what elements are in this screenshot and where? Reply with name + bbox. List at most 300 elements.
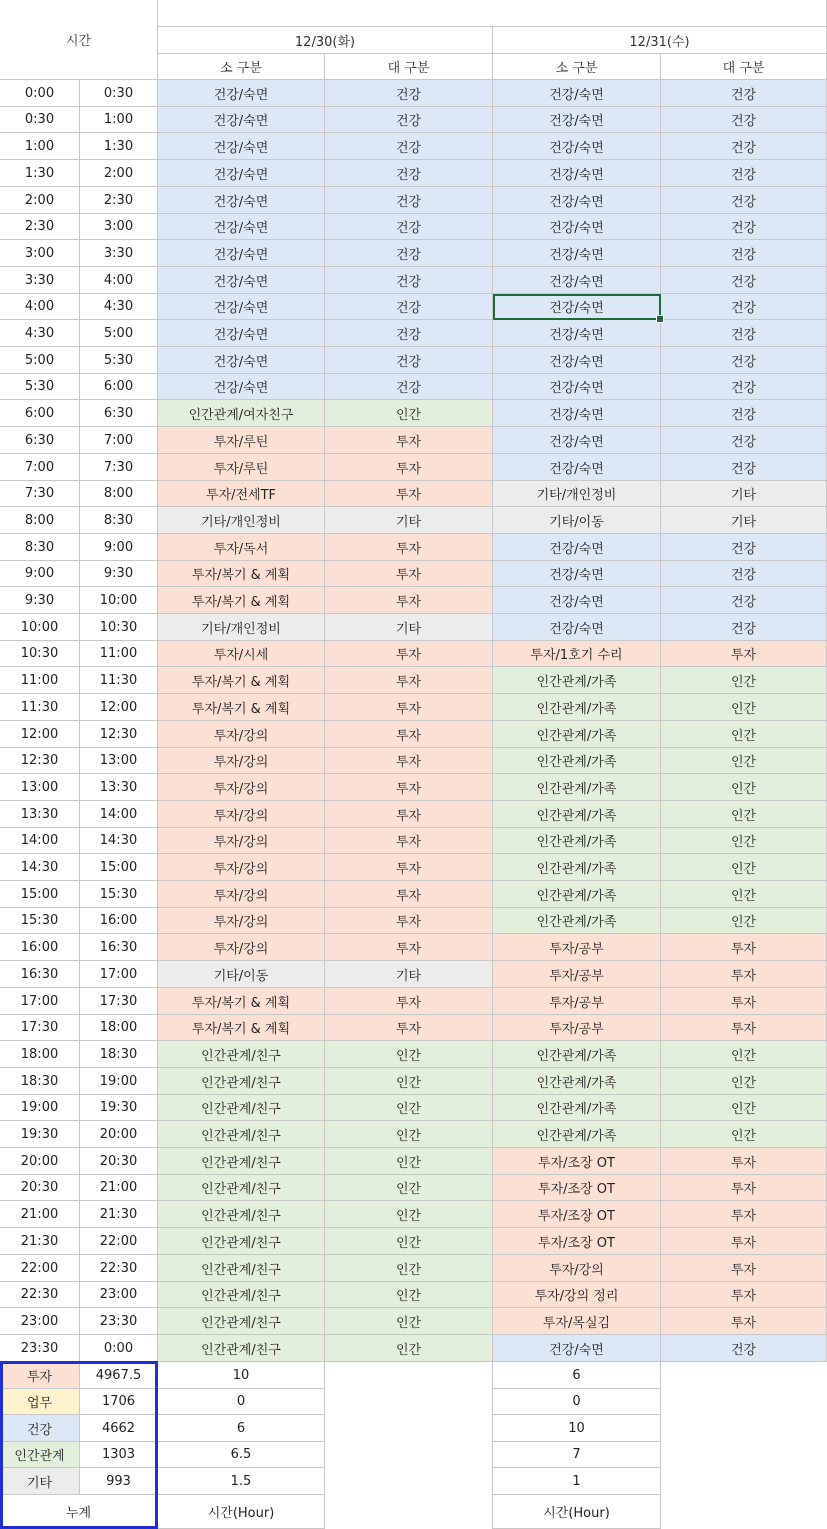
day2-small-cell[interactable]: 건강/숙면	[493, 133, 661, 160]
day1-small-cell[interactable]: 인간관계/친구	[158, 1308, 325, 1335]
day2-big-cell[interactable]: 투자	[661, 1175, 827, 1201]
day2-big-cell[interactable]: 인간	[661, 721, 827, 748]
day1-big-cell[interactable]: 투자	[325, 908, 493, 934]
day2-small-cell[interactable]: 인간관계/가족	[493, 854, 661, 881]
time-end-cell[interactable]: 9:00	[80, 534, 158, 561]
time-end-cell[interactable]: 22:00	[80, 1228, 158, 1255]
time-end-cell[interactable]: 20:30	[80, 1148, 158, 1175]
time-start-cell[interactable]: 10:00	[0, 614, 80, 641]
time-start-cell[interactable]: 5:30	[0, 374, 80, 400]
day2-small-cell[interactable]: 건강/숙면	[493, 454, 661, 481]
summary-total-value[interactable]: 1303	[80, 1442, 158, 1468]
day1-small-cell[interactable]: 건강/숙면	[158, 374, 325, 400]
time-start-cell[interactable]: 11:00	[0, 667, 80, 694]
summary-day2-value[interactable]: 7	[493, 1442, 661, 1468]
time-start-cell[interactable]: 15:30	[0, 908, 80, 934]
day1-big-cell[interactable]: 투자	[325, 934, 493, 961]
day1-small-cell[interactable]: 건강/숙면	[158, 214, 325, 240]
time-start-cell[interactable]: 8:30	[0, 534, 80, 561]
time-end-cell[interactable]: 16:00	[80, 908, 158, 934]
time-end-cell[interactable]: 13:30	[80, 774, 158, 801]
day1-big-cell[interactable]: 인간	[325, 1121, 493, 1148]
time-start-cell[interactable]: 8:00	[0, 507, 80, 534]
date-header-1[interactable]: 12/30(화)	[158, 27, 493, 54]
day2-big-cell[interactable]: 건강	[661, 400, 827, 427]
time-end-cell[interactable]: 14:00	[80, 801, 158, 828]
day1-small-cell[interactable]: 투자/강의	[158, 774, 325, 801]
time-end-cell[interactable]: 8:00	[80, 481, 158, 507]
day2-small-cell[interactable]: 인간관계/가족	[493, 774, 661, 801]
day1-big-cell[interactable]: 투자	[325, 774, 493, 801]
day2-small-cell[interactable]: 건강/숙면	[493, 160, 661, 187]
day1-small-cell[interactable]: 인간관계/친구	[158, 1121, 325, 1148]
day2-small-cell[interactable]: 투자/공부	[493, 1015, 661, 1041]
day2-small-cell[interactable]: 건강/숙면	[493, 320, 661, 347]
time-start-cell[interactable]: 13:00	[0, 774, 80, 801]
time-end-cell[interactable]: 7:30	[80, 454, 158, 481]
day1-small-cell[interactable]: 투자/강의	[158, 881, 325, 908]
day2-big-cell[interactable]: 건강	[661, 534, 827, 561]
day1-small-cell[interactable]: 인간관계/친구	[158, 1148, 325, 1175]
day1-small-cell[interactable]: 건강/숙면	[158, 187, 325, 214]
day2-small-cell[interactable]: 건강/숙면	[493, 587, 661, 614]
summary-day2-value[interactable]: 0	[493, 1389, 661, 1415]
time-end-cell[interactable]: 0:30	[80, 80, 158, 107]
day2-small-cell[interactable]: 건강/숙면	[493, 187, 661, 214]
day1-small-cell[interactable]: 투자/복기 & 계획	[158, 667, 325, 694]
day2-big-cell[interactable]: 인간	[661, 1095, 827, 1121]
day1-big-cell[interactable]: 투자	[325, 427, 493, 454]
day1-small-cell[interactable]: 기타/이동	[158, 961, 325, 988]
day1-big-cell[interactable]: 투자	[325, 748, 493, 774]
time-end-cell[interactable]: 1:30	[80, 133, 158, 160]
day1-big-cell[interactable]: 투자	[325, 828, 493, 854]
time-end-cell[interactable]: 20:00	[80, 1121, 158, 1148]
time-end-cell[interactable]: 23:00	[80, 1282, 158, 1308]
time-start-cell[interactable]: 20:30	[0, 1175, 80, 1201]
time-end-cell[interactable]: 2:30	[80, 187, 158, 214]
summary-category-label[interactable]: 인간관계	[0, 1442, 80, 1468]
day2-small-cell[interactable]: 인간관계/가족	[493, 721, 661, 748]
day1-unit-label[interactable]: 시간(Hour)	[158, 1495, 325, 1529]
day2-big-cell[interactable]: 투자	[661, 1228, 827, 1255]
day1-big-cell[interactable]: 투자	[325, 694, 493, 721]
summary-day2-value[interactable]: 10	[493, 1415, 661, 1442]
time-start-cell[interactable]: 18:00	[0, 1041, 80, 1068]
time-end-cell[interactable]: 18:30	[80, 1041, 158, 1068]
summary-footer-label[interactable]: 누계	[0, 1495, 158, 1529]
day2-small-cell[interactable]: 투자/강의	[493, 1255, 661, 1282]
day2-small-cell[interactable]: 투자/강의 정리	[493, 1282, 661, 1308]
summary-category-label[interactable]: 투자	[0, 1362, 80, 1389]
day1-small-cell[interactable]: 건강/숙면	[158, 347, 325, 374]
time-start-cell[interactable]: 1:30	[0, 160, 80, 187]
day1-small-cell[interactable]: 투자/루틴	[158, 427, 325, 454]
day1-small-cell[interactable]: 건강/숙면	[158, 320, 325, 347]
day1-small-cell[interactable]: 투자/강의	[158, 908, 325, 934]
time-start-cell[interactable]: 3:30	[0, 267, 80, 294]
day1-big-cell[interactable]: 인간	[325, 1068, 493, 1095]
time-start-cell[interactable]: 10:30	[0, 641, 80, 667]
time-start-cell[interactable]: 0:00	[0, 80, 80, 107]
day2-big-cell[interactable]: 건강	[661, 374, 827, 400]
time-end-cell[interactable]: 22:30	[80, 1255, 158, 1282]
day2-small-cell[interactable]: 건강/숙면	[493, 561, 661, 587]
day2-big-cell[interactable]: 건강	[661, 214, 827, 240]
day2-small-cell[interactable]: 기타/개인정비	[493, 481, 661, 507]
summary-total-value[interactable]: 4662	[80, 1415, 158, 1442]
day2-small-cell[interactable]: 투자/조장 OT	[493, 1228, 661, 1255]
time-end-cell[interactable]: 7:00	[80, 427, 158, 454]
day2-small-cell[interactable]: 인간관계/가족	[493, 881, 661, 908]
day2-big-cell[interactable]: 인간	[661, 694, 827, 721]
day1-small-cell[interactable]: 건강/숙면	[158, 160, 325, 187]
time-start-cell[interactable]: 2:30	[0, 214, 80, 240]
time-start-cell[interactable]: 19:30	[0, 1121, 80, 1148]
time-end-cell[interactable]: 6:30	[80, 400, 158, 427]
day2-small-cell[interactable]: 인간관계/가족	[493, 1041, 661, 1068]
day1-big-cell[interactable]: 투자	[325, 481, 493, 507]
day1-big-cell[interactable]: 투자	[325, 561, 493, 587]
time-start-cell[interactable]: 6:00	[0, 400, 80, 427]
day2-big-cell[interactable]: 투자	[661, 934, 827, 961]
day2-unit-label[interactable]: 시간(Hour)	[493, 1495, 661, 1529]
day1-big-cell[interactable]: 건강	[325, 160, 493, 187]
day1-small-cell[interactable]: 인간관계/여자친구	[158, 400, 325, 427]
day1-big-cell[interactable]: 건강	[325, 294, 493, 320]
day1-big-cell[interactable]: 인간	[325, 1335, 493, 1362]
sub-header-small-2[interactable]: 소 구분	[493, 54, 661, 80]
day1-small-cell[interactable]: 투자/강의	[158, 721, 325, 748]
time-start-cell[interactable]: 13:30	[0, 801, 80, 828]
time-end-cell[interactable]: 18:00	[80, 1015, 158, 1041]
time-end-cell[interactable]: 13:00	[80, 748, 158, 774]
summary-day1-value[interactable]: 6	[158, 1415, 325, 1442]
time-end-cell[interactable]: 19:00	[80, 1068, 158, 1095]
day1-big-cell[interactable]: 기타	[325, 961, 493, 988]
summary-day2-value[interactable]: 6	[493, 1362, 661, 1389]
summary-day1-value[interactable]: 0	[158, 1389, 325, 1415]
summary-total-value[interactable]: 4967.5	[80, 1362, 158, 1389]
day2-big-cell[interactable]: 건강	[661, 561, 827, 587]
day1-big-cell[interactable]: 건강	[325, 374, 493, 400]
day2-big-cell[interactable]: 건강	[661, 347, 827, 374]
time-start-cell[interactable]: 0:30	[0, 107, 80, 133]
summary-day2-value[interactable]: 1	[493, 1468, 661, 1495]
day2-big-cell[interactable]: 건강	[661, 294, 827, 320]
time-start-cell[interactable]: 21:30	[0, 1228, 80, 1255]
day1-big-cell[interactable]: 건강	[325, 320, 493, 347]
time-start-cell[interactable]: 20:00	[0, 1148, 80, 1175]
time-end-cell[interactable]: 6:00	[80, 374, 158, 400]
day1-big-cell[interactable]: 인간	[325, 1201, 493, 1228]
day1-small-cell[interactable]: 인간관계/친구	[158, 1068, 325, 1095]
time-start-cell[interactable]: 17:30	[0, 1015, 80, 1041]
day2-small-cell[interactable]: 건강/숙면	[493, 427, 661, 454]
day1-big-cell[interactable]: 건강	[325, 133, 493, 160]
day2-big-cell[interactable]: 인간	[661, 748, 827, 774]
day1-big-cell[interactable]: 건강	[325, 187, 493, 214]
summary-day1-value[interactable]: 10	[158, 1362, 325, 1389]
day2-small-cell[interactable]: 인간관계/가족	[493, 748, 661, 774]
day1-small-cell[interactable]: 투자/복기 & 계획	[158, 988, 325, 1015]
day2-big-cell[interactable]: 인간	[661, 801, 827, 828]
day2-big-cell[interactable]: 투자	[661, 1148, 827, 1175]
day1-small-cell[interactable]: 투자/루틴	[158, 454, 325, 481]
day1-big-cell[interactable]: 인간	[325, 1255, 493, 1282]
summary-day1-value[interactable]: 6.5	[158, 1442, 325, 1468]
time-start-cell[interactable]: 22:00	[0, 1255, 80, 1282]
time-start-cell[interactable]: 4:00	[0, 294, 80, 320]
time-end-cell[interactable]: 10:00	[80, 587, 158, 614]
day2-small-cell[interactable]: 인간관계/가족	[493, 801, 661, 828]
day2-small-cell[interactable]: 건강/숙면	[493, 80, 661, 107]
day1-big-cell[interactable]: 건강	[325, 107, 493, 133]
day2-big-cell[interactable]: 건강	[661, 1335, 827, 1362]
day2-small-cell[interactable]: 건강/숙면	[493, 267, 661, 294]
day2-big-cell[interactable]: 건강	[661, 187, 827, 214]
time-start-cell[interactable]: 15:00	[0, 881, 80, 908]
time-end-cell[interactable]: 15:00	[80, 854, 158, 881]
day1-small-cell[interactable]: 인간관계/친구	[158, 1335, 325, 1362]
day2-big-cell[interactable]: 건강	[661, 587, 827, 614]
day2-big-cell[interactable]: 건강	[661, 614, 827, 641]
time-end-cell[interactable]: 0:00	[80, 1335, 158, 1362]
time-end-cell[interactable]: 4:00	[80, 267, 158, 294]
day2-small-cell[interactable]: 투자/조장 OT	[493, 1148, 661, 1175]
time-start-cell[interactable]: 23:30	[0, 1335, 80, 1362]
day2-big-cell[interactable]: 건강	[661, 80, 827, 107]
day1-big-cell[interactable]: 인간	[325, 400, 493, 427]
day1-small-cell[interactable]: 인간관계/친구	[158, 1041, 325, 1068]
day2-big-cell[interactable]: 인간	[661, 854, 827, 881]
day2-small-cell[interactable]: 투자/목실김	[493, 1308, 661, 1335]
day2-big-cell[interactable]: 건강	[661, 320, 827, 347]
time-end-cell[interactable]: 14:30	[80, 828, 158, 854]
day1-small-cell[interactable]: 투자/복기 & 계획	[158, 587, 325, 614]
time-start-cell[interactable]: 19:00	[0, 1095, 80, 1121]
day2-small-cell[interactable]: 기타/이동	[493, 507, 661, 534]
time-end-cell[interactable]: 15:30	[80, 881, 158, 908]
day2-big-cell[interactable]: 인간	[661, 667, 827, 694]
day1-big-cell[interactable]: 투자	[325, 721, 493, 748]
day2-big-cell[interactable]: 투자	[661, 961, 827, 988]
day1-small-cell[interactable]: 인간관계/친구	[158, 1282, 325, 1308]
day2-big-cell[interactable]: 기타	[661, 507, 827, 534]
summary-day1-value[interactable]: 1.5	[158, 1468, 325, 1495]
time-start-cell[interactable]: 11:30	[0, 694, 80, 721]
day2-big-cell[interactable]: 건강	[661, 133, 827, 160]
day2-small-cell[interactable]: 인간관계/가족	[493, 667, 661, 694]
day1-big-cell[interactable]: 투자	[325, 534, 493, 561]
time-start-cell[interactable]: 14:00	[0, 828, 80, 854]
day2-small-cell[interactable]: 투자/조장 OT	[493, 1201, 661, 1228]
time-start-cell[interactable]: 3:00	[0, 240, 80, 267]
day1-big-cell[interactable]: 투자	[325, 1015, 493, 1041]
time-start-cell[interactable]: 12:00	[0, 721, 80, 748]
time-end-cell[interactable]: 21:00	[80, 1175, 158, 1201]
day2-big-cell[interactable]: 투자	[661, 1282, 827, 1308]
day1-big-cell[interactable]: 기타	[325, 507, 493, 534]
time-start-cell[interactable]: 23:00	[0, 1308, 80, 1335]
summary-total-value[interactable]: 993	[80, 1468, 158, 1495]
summary-category-label[interactable]: 업무	[0, 1389, 80, 1415]
time-start-cell[interactable]: 5:00	[0, 347, 80, 374]
day1-small-cell[interactable]: 투자/복기 & 계획	[158, 1015, 325, 1041]
day1-big-cell[interactable]: 기타	[325, 614, 493, 641]
day1-small-cell[interactable]: 기타/개인정비	[158, 614, 325, 641]
day1-big-cell[interactable]: 인간	[325, 1228, 493, 1255]
day2-big-cell[interactable]: 인간	[661, 881, 827, 908]
day2-big-cell[interactable]: 인간	[661, 1068, 827, 1095]
day2-small-cell[interactable]: 건강/숙면	[493, 107, 661, 133]
day1-big-cell[interactable]: 인간	[325, 1148, 493, 1175]
day2-big-cell[interactable]: 인간	[661, 774, 827, 801]
day1-small-cell[interactable]: 건강/숙면	[158, 240, 325, 267]
summary-total-value[interactable]: 1706	[80, 1389, 158, 1415]
day2-big-cell[interactable]: 인간	[661, 1121, 827, 1148]
time-end-cell[interactable]: 4:30	[80, 294, 158, 320]
day1-big-cell[interactable]: 인간	[325, 1175, 493, 1201]
selected-cell[interactable]: 건강/숙면	[493, 294, 661, 320]
day1-big-cell[interactable]: 투자	[325, 641, 493, 667]
time-end-cell[interactable]: 9:30	[80, 561, 158, 587]
summary-category-label[interactable]: 기타	[0, 1468, 80, 1495]
time-end-cell[interactable]: 17:30	[80, 988, 158, 1015]
time-end-cell[interactable]: 11:00	[80, 641, 158, 667]
day1-small-cell[interactable]: 건강/숙면	[158, 267, 325, 294]
time-header[interactable]: 시간	[0, 0, 158, 80]
summary-category-label[interactable]: 건강	[0, 1415, 80, 1442]
day1-small-cell[interactable]: 투자/전세TF	[158, 481, 325, 507]
sub-header-small-1[interactable]: 소 구분	[158, 54, 325, 80]
day2-small-cell[interactable]: 건강/숙면	[493, 374, 661, 400]
time-start-cell[interactable]: 6:30	[0, 427, 80, 454]
time-start-cell[interactable]: 4:30	[0, 320, 80, 347]
day1-small-cell[interactable]: 인간관계/친구	[158, 1095, 325, 1121]
time-start-cell[interactable]: 21:00	[0, 1201, 80, 1228]
day2-small-cell[interactable]: 건강/숙면	[493, 240, 661, 267]
time-start-cell[interactable]: 2:00	[0, 187, 80, 214]
day2-small-cell[interactable]: 인간관계/가족	[493, 1121, 661, 1148]
day2-small-cell[interactable]: 투자/공부	[493, 961, 661, 988]
time-end-cell[interactable]: 1:00	[80, 107, 158, 133]
time-end-cell[interactable]: 3:30	[80, 240, 158, 267]
day2-big-cell[interactable]: 건강	[661, 160, 827, 187]
time-start-cell[interactable]: 1:00	[0, 133, 80, 160]
time-start-cell[interactable]: 16:30	[0, 961, 80, 988]
day2-big-cell[interactable]: 투자	[661, 1015, 827, 1041]
day2-big-cell[interactable]: 투자	[661, 641, 827, 667]
day1-small-cell[interactable]: 건강/숙면	[158, 107, 325, 133]
day2-small-cell[interactable]: 투자/공부	[493, 988, 661, 1015]
sub-header-big-1[interactable]: 대 구분	[325, 54, 493, 80]
day1-small-cell[interactable]: 건강/숙면	[158, 80, 325, 107]
time-end-cell[interactable]: 12:00	[80, 694, 158, 721]
day2-big-cell[interactable]: 건강	[661, 267, 827, 294]
day1-big-cell[interactable]: 건강	[325, 267, 493, 294]
day1-small-cell[interactable]: 건강/숙면	[158, 133, 325, 160]
day2-big-cell[interactable]: 인간	[661, 1041, 827, 1068]
day1-small-cell[interactable]: 투자/강의	[158, 748, 325, 774]
day1-big-cell[interactable]: 투자	[325, 854, 493, 881]
time-end-cell[interactable]: 23:30	[80, 1308, 158, 1335]
day2-small-cell[interactable]: 건강/숙면	[493, 614, 661, 641]
day1-big-cell[interactable]: 건강	[325, 347, 493, 374]
day1-big-cell[interactable]: 투자	[325, 587, 493, 614]
time-start-cell[interactable]: 16:00	[0, 934, 80, 961]
day2-big-cell[interactable]: 투자	[661, 1255, 827, 1282]
time-end-cell[interactable]: 19:30	[80, 1095, 158, 1121]
time-start-cell[interactable]: 9:00	[0, 561, 80, 587]
day1-small-cell[interactable]: 투자/강의	[158, 801, 325, 828]
day2-small-cell[interactable]: 건강/숙면	[493, 347, 661, 374]
time-start-cell[interactable]: 17:00	[0, 988, 80, 1015]
header-blank-row[interactable]	[158, 0, 827, 27]
day2-small-cell[interactable]: 인간관계/가족	[493, 828, 661, 854]
day1-big-cell[interactable]: 건강	[325, 240, 493, 267]
time-start-cell[interactable]: 9:30	[0, 587, 80, 614]
day1-big-cell[interactable]: 인간	[325, 1282, 493, 1308]
time-start-cell[interactable]: 12:30	[0, 748, 80, 774]
day2-big-cell[interactable]: 기타	[661, 481, 827, 507]
day1-small-cell[interactable]: 인간관계/친구	[158, 1175, 325, 1201]
day1-small-cell[interactable]: 인간관계/친구	[158, 1201, 325, 1228]
time-start-cell[interactable]: 18:30	[0, 1068, 80, 1095]
time-start-cell[interactable]: 7:00	[0, 454, 80, 481]
day1-small-cell[interactable]: 투자/강의	[158, 828, 325, 854]
day2-small-cell[interactable]: 투자/조장 OT	[493, 1175, 661, 1201]
day2-big-cell[interactable]: 인간	[661, 908, 827, 934]
time-end-cell[interactable]: 8:30	[80, 507, 158, 534]
day2-small-cell[interactable]: 투자/1호기 수리	[493, 641, 661, 667]
day2-small-cell[interactable]: 인간관계/가족	[493, 908, 661, 934]
time-end-cell[interactable]: 10:30	[80, 614, 158, 641]
time-end-cell[interactable]: 11:30	[80, 667, 158, 694]
day2-big-cell[interactable]: 투자	[661, 1308, 827, 1335]
time-end-cell[interactable]: 16:30	[80, 934, 158, 961]
day2-small-cell[interactable]: 인간관계/가족	[493, 1095, 661, 1121]
day1-small-cell[interactable]: 투자/복기 & 계획	[158, 561, 325, 587]
day2-big-cell[interactable]: 건강	[661, 454, 827, 481]
day1-big-cell[interactable]: 투자	[325, 801, 493, 828]
time-start-cell[interactable]: 7:30	[0, 481, 80, 507]
day2-big-cell[interactable]: 투자	[661, 1201, 827, 1228]
day1-small-cell[interactable]: 투자/강의	[158, 934, 325, 961]
day2-big-cell[interactable]: 인간	[661, 828, 827, 854]
time-end-cell[interactable]: 21:30	[80, 1201, 158, 1228]
day2-small-cell[interactable]: 인간관계/가족	[493, 1068, 661, 1095]
time-end-cell[interactable]: 5:00	[80, 320, 158, 347]
day1-small-cell[interactable]: 투자/시세	[158, 641, 325, 667]
day2-big-cell[interactable]: 건강	[661, 107, 827, 133]
day2-big-cell[interactable]: 건강	[661, 427, 827, 454]
day1-big-cell[interactable]: 투자	[325, 988, 493, 1015]
sub-header-big-2[interactable]: 대 구분	[661, 54, 827, 80]
time-end-cell[interactable]: 12:30	[80, 721, 158, 748]
day1-small-cell[interactable]: 인간관계/친구	[158, 1228, 325, 1255]
day1-big-cell[interactable]: 투자	[325, 881, 493, 908]
date-header-2[interactable]: 12/31(수)	[493, 27, 827, 54]
day2-small-cell[interactable]: 인간관계/가족	[493, 694, 661, 721]
fill-handle[interactable]	[656, 315, 664, 323]
day1-big-cell[interactable]: 인간	[325, 1041, 493, 1068]
time-end-cell[interactable]: 17:00	[80, 961, 158, 988]
time-end-cell[interactable]: 2:00	[80, 160, 158, 187]
day2-small-cell[interactable]: 건강/숙면	[493, 534, 661, 561]
day1-small-cell[interactable]: 기타/개인정비	[158, 507, 325, 534]
time-end-cell[interactable]: 3:00	[80, 214, 158, 240]
